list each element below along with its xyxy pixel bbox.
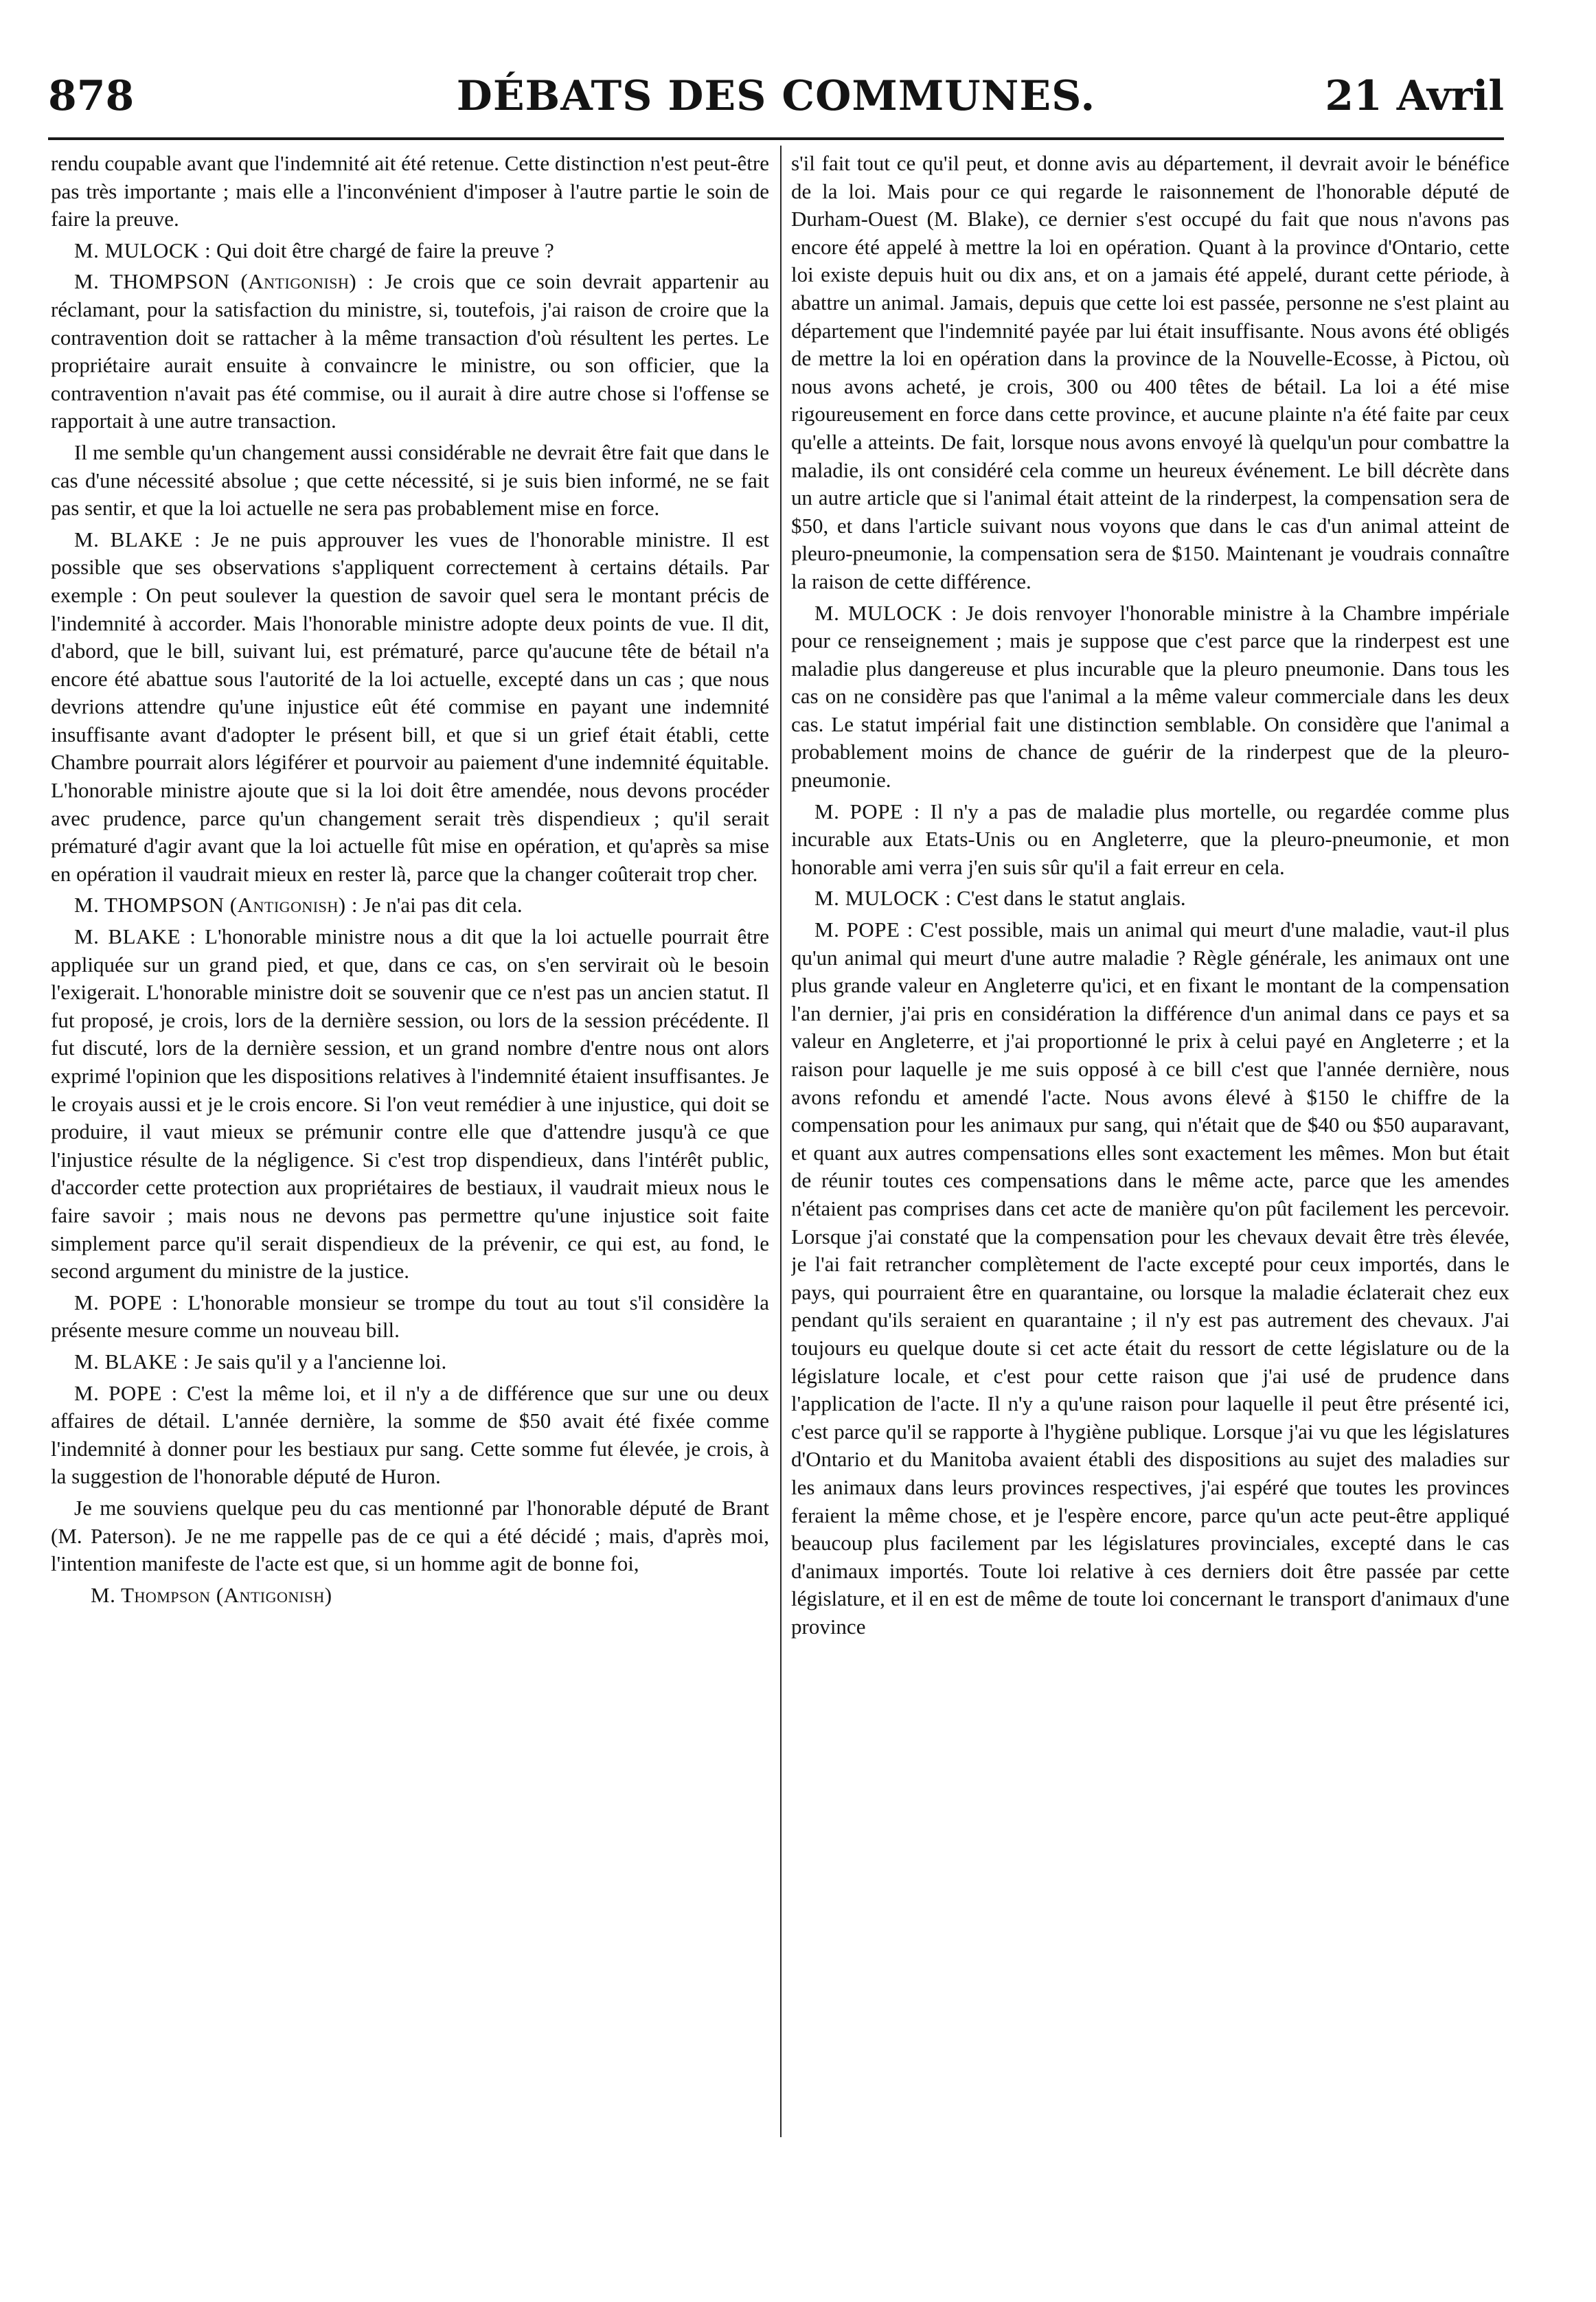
paragraph-text: Qui doit être chargé de faire la preuve ? bbox=[211, 238, 554, 262]
speaker-name: M. POPE : bbox=[814, 799, 920, 823]
column-divider bbox=[780, 146, 782, 2137]
footer-speaker-note: M. Thompson (Antigonish) bbox=[91, 1582, 332, 1607]
paragraph bbox=[791, 798, 1509, 882]
paragraph bbox=[51, 268, 769, 435]
paragraph bbox=[51, 1289, 769, 1345]
speaker-name: M. BLAKE : bbox=[74, 1349, 190, 1374]
right-column bbox=[791, 150, 1509, 2141]
paragraph bbox=[51, 1348, 769, 1376]
paragraph bbox=[791, 885, 1509, 913]
paragraph bbox=[791, 916, 1509, 1641]
paragraph-text: Je me souviens quelque peu du cas mentionné par l'honorable député de Brant (M. Paterson). Je ne me rappelle pas de ce qui a été décidé ; mais, d'après moi, l'intention manifeste de l'acte est que, si un homme agit de bonne foi, bbox=[51, 1495, 769, 1576]
paragraph bbox=[51, 1494, 769, 1578]
page-number: 878 bbox=[48, 72, 135, 120]
paragraph-text: Il n'y a pas de maladie plus mortelle, ou regardée comme plus incurable aux Etats-Unis ou en Angleterre, que la pleuro-pneumonie, et mon honorable ami verra j'en suis sûr qu'il a fait erreur en cela. bbox=[791, 799, 1509, 879]
speaker-name: M. MULOCK : bbox=[74, 238, 212, 262]
paragraph-text: C'est possible, mais un animal qui meurt d'une maladie, vaut-il plus qu'un animal qui meurt d'une autre maladie ? Règle générale, les animaux ont une plus grande valeur en Angleterre qu'ici, et en fixant le montant de la compensation l'an dernier, j'ai pris en considération la différence d'un animal dans ce pays et sa valeur en Angleterre, et j'ai proportionné le prix à celui payé en Angleterre ; et la raison pour laquelle je me suis opposé à ce bill c'est que l'année dernière, nous avons refondu et amendé l'acte. Nous avons élevé à $150 le chiffre de la compensation pour les animaux pur sang, qui n'était que de $40 ou $50 auparavant, et quant aux autres compensations elles sont exactement les mêmes. Mon but était de réunir toutes ces compensations dans le même acte, parce que les amendes n'étaient pas comprises dans cet acte de manière qu'on pût facilement les percevoir. Lorsque j'ai constaté que la compensation pour les chevaux devait être très élevée, je l'ai fait retrancher complètement de l'acte excepté pour ceux importés, dans le pays, qui pourraient être en quarantaine, ou lorsque la maladie éclaterait chez eux pendant qu'ils seraient en quarantaine ; il n'y est pas autrement des chevaux. J'ai toujours eu quelque doute si cet acte était du ressort de cette législature ou de la législature locale, et c'est pour cette raison que j'ai usé de prudence dans l'application de l'acte. Il n'y a qu'une raison pour laquelle il peut être présenté ici, c'est parce qu'il se rapporte à l'hygiène publique. Lorsque j'ai vu que les législatures d'Ontario et du Manitoba avaient établi des dispositions au sujet des maladies sur les animaux dans leurs provinces respectives, j'ai espéré que toutes les provinces feraient la même chose, et je l'espère encore, parce qu'un acte peut-être appliqué beaucoup plus facilement par les législatures provinciales, excepté dans le cas d'animaux importés. Toute loi relative à ces derniers doit être passée par cette législature, et il en est de même de toute loi concernant le transport d'animaux d'une province bbox=[791, 918, 1509, 1639]
header-rule bbox=[48, 137, 1504, 140]
paragraph bbox=[791, 600, 1509, 795]
speaker-name: M. POPE : bbox=[814, 918, 913, 942]
paragraph bbox=[51, 891, 769, 920]
paragraph-text: Je n'ai pas dit cela. bbox=[357, 893, 523, 918]
paragraph-text: C'est dans le statut anglais. bbox=[951, 886, 1186, 911]
paragraph-text: Il me semble qu'un changement aussi considérable ne devrait être fait que dans le cas d'une nécessité absolue ; que cette nécessité, si je suis bien informé, ne se fait pas sentir, et que la loi actuelle ne sera pas probablement mise en force. bbox=[51, 440, 769, 521]
page-title: DÉBATS DES COMMUNES. bbox=[456, 72, 1096, 120]
paragraph bbox=[51, 150, 769, 233]
left-column bbox=[51, 150, 769, 2141]
paragraph bbox=[51, 439, 769, 523]
speaker-name: M. BLAKE : bbox=[74, 527, 201, 551]
speaker-name: M. MULOCK : bbox=[814, 600, 958, 625]
page-header bbox=[48, 65, 1504, 127]
speaker-name: M. BLAKE : bbox=[74, 924, 196, 949]
paragraph-text: Je sais qu'il y a l'ancienne loi. bbox=[189, 1349, 447, 1374]
paragraph bbox=[791, 150, 1509, 596]
paragraph bbox=[51, 526, 769, 889]
paragraph-text: L'honorable ministre nous a dit que la loi actuelle pourrait être appliquée sur un grand pied, et que, dans ce cas, on s'en servirait où le besoin l'exigerait. L'honorable ministre doit se souvenir que ce n'est pas un ancien statut. Il fut proposé, je crois, lors de la dernière session, ou lors de la session précédente. Il fut discuté, lors de la dernière session, et un grand nombre d'entre nous ont alors exprimé l'opinion que les dispositions relatives à l'indemnité étaient insuffisantes. Je le croyais aussi et je le crois encore. Si l'on veut remédier à une injustice, qui doit se produire, il vaut mieux se prémunir contre elle que d'attendre jusqu'à ce que l'injustice résulte de la négligence. Si c'est trop dispendieux, dans l'intérêt public, d'accorder cette protection aux propriétaires de bestiaux, il vaudrait mieux nous le faire savoir ; mais nous ne devons pas permettre qu'une injustice soit faite simplement parce qu'il serait dispendieux de la prévenir, ce qui est, au fond, le second argument du ministre de la justice. bbox=[51, 924, 769, 1284]
paragraph-text: L'honorable monsieur se trompe du tout au tout s'il considère la présente mesure comme un nouveau bill. bbox=[51, 1290, 769, 1343]
paragraph bbox=[51, 1380, 769, 1491]
page-date: 21 Avril bbox=[1325, 72, 1504, 120]
paragraph-text: Je ne puis approuver les vues de l'honorable ministre. Il est possible que ses observations s'appliquent correctement à certains détails. Par exemple : On peut soulever la question de savoir quel sera le montant précis de l'indemnité à accorder. Mais l'honorable ministre adopte deux points de vue. Il dit, d'abord, que le bill, suivant lui, est prématuré, parce qu'aucune tête de bétail n'a encore été abattue sous l'autorité de la loi actuelle, excepté dans un cas ; que nous devrions attendre qu'une injustice eût été commise en payant une indemnité insuffisante avant d'adopter le présent bill, et que si un grief était établi, cette Chambre pourrait alors légiférer et pourvoir au paiement d'une indemnité équitable. L'honorable ministre ajoute que si la loi doit être amendée, nous devons procéder avec prudence, parce qu'un changement serait très dispendieux ; qu'il serait prématuré d'agir avant que la loi actuelle fût mise en opération, et qu'après sa mise en opération il vaudrait mieux en rester là, parce que la changer coûterait trop cher. bbox=[51, 527, 769, 886]
speaker-name: M. POPE : bbox=[74, 1290, 179, 1314]
speaker-name: M. THOMPSON (Antigonish) : bbox=[74, 269, 374, 294]
paragraph bbox=[51, 237, 769, 265]
paragraph-text: Je dois renvoyer l'honorable ministre à la Chambre impériale pour ce renseignement ; mais je suppose que c'est parce que la rinderpest est une maladie plus dangereuse et plus incurable que la pleuro pneumonie. Dans tous les cas on ne considère pas que l'animal a la même valeur commerciale dans les deux cas. Le statut impérial fait une distinction semblable. On considère que l'animal a probablement moins de chance de guérir de la rinderpest que de la pleuro-pneumonie. bbox=[791, 600, 1509, 793]
paragraph-text: rendu coupable avant que l'indemnité ait été retenue. Cette distinction n'est peut-être pas très importante ; mais elle a l'inconvénient d'imposer à l'autre partie le soin de faire la preuve. bbox=[51, 151, 769, 231]
speaker-name: M. THOMPSON (Antigonish) : bbox=[74, 893, 358, 918]
paragraph bbox=[51, 923, 769, 1286]
speaker-name: M. POPE : bbox=[74, 1380, 178, 1405]
paragraph-text: s'il fait tout ce qu'il peut, et donne avis au département, il devrait avoir le bénéfice de la loi. Mais pour ce qui regarde le raisonnement de l'honorable député de Durham-Ouest (M. Blake), ce dernier s'est occupé du fait que nous n'avons pas encore été appelé à mettre la loi en opération. Quant à la province d'Ontario, cette loi existe depuis huit ou dix ans, et on a jamais été appelé, durant cette période, à abattre un animal. Jamais, depuis que cette loi est passée, personne ne s'est plaint au département que l'indemnité payée par lui était insuffisante. Nous avons été obligés de mettre la loi en opération dans la province de la Nouvelle-Ecosse, à Pictou, où nous avons acheté, je crois, 300 ou 400 têtes de bétail. La loi a été mise rigoureusement en force dans cette province, et aucune plainte n'a été faite par ceux qu'elle a atteints. De fait, lorsque nous avons envoyé là quelqu'un pour combattre la maladie, ils ont considéré cela comme un heureux événement. Le bill décrète dans un autre article que si l'animal était atteint de la rinderpest, la compensation sera de $50, et dans l'article suivant nous voyons que dans le cas d'un animal atteint de pleuro-pneumonie, la compensation sera de $150. Maintenant je voudrais connaître la raison de cette différence. bbox=[791, 151, 1509, 593]
speaker-name: M. MULOCK : bbox=[814, 886, 952, 911]
paragraph-text: Je crois que ce soin devrait appartenir au réclamant, pour la satisfaction du ministre, si, toutefois, j'ai raison de croire que la contravention doit se rattacher à la même transaction d'où résultent les pertes. Le propriétaire aurait ensuite à convaincre le ministre, ou son officier, que la contravention n'avait pas été commise, ou il aurait à dire autre chose si l'offense se rapportait à une autre transaction. bbox=[51, 269, 769, 433]
paragraph-text: C'est la même loi, et il n'y a de différence que sur une ou deux affaires de détail. L'année dernière, la somme de $50 avait été fixée comme l'indemnité à donner pour les bestiaux pur sang. Cette somme fut élevée, je crois, à la suggestion de l'honorable député de Huron. bbox=[51, 1380, 769, 1489]
